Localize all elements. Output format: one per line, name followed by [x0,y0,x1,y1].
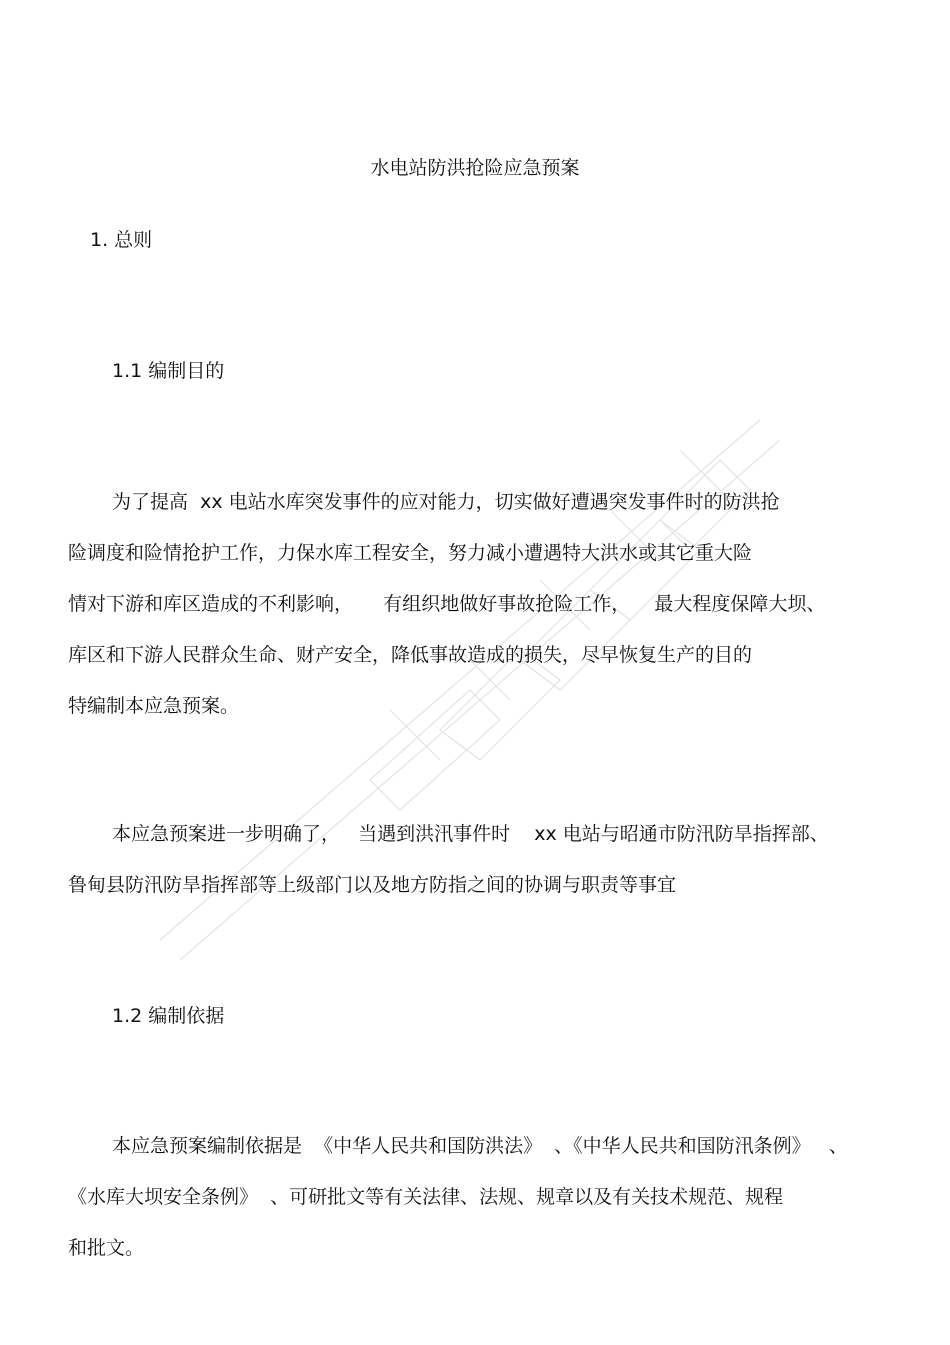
paragraph-line: 和批文。 [68,1237,145,1259]
section-heading-general: 1. 总则 [90,229,153,251]
paragraph-basis [68,1132,848,1262]
document-title: 水电站防洪抢险应急预案 [370,157,580,179]
section-heading-purpose: 1.1 编制目的 [112,360,225,382]
paragraph-line: 险调度和险情抢护工作，力保水库工程安全，努力减小遭遇特大洪水或其它重大险 [68,542,753,564]
paragraph-line: 鲁甸县防汛防旱指挥部等上级部门以及地方防指之间的协调与职责等事宜 [68,874,677,896]
paragraph-purpose [68,488,825,720]
section-heading-basis: 1.2 编制依据 [112,1005,225,1027]
paragraph-line: 《水库大坝安全条例》 、可研批文等有关法律、法规、规章以及有关技术规范、规程 [68,1186,784,1208]
paragraph-line: 特编制本应急预案。 [68,695,240,717]
paragraph-scope [68,820,829,899]
paragraph-line: 情对下游和库区造成的不利影响， 有组织地做好事故抢险工作， 最大程度保障大坝、 [68,593,826,615]
paragraph-line: 本应急预案编制依据是 《中华人民共和国防洪法》 、《中华人民共和国防汛条例》 、 [112,1135,848,1157]
paragraph-line: 为了提高 xx 电站水库突发事件的应对能力，切实做好遭遇突发事件时的防洪抢 [112,491,780,513]
paragraph-line: 库区和下游人民群众生命、财产安全，降低事故造成的损失，尽早恢复生产的目的 [68,644,753,666]
paragraph-line: 本应急预案进一步明确了， 当遇到洪汛事件时 xx 电站与昭通市防汛防旱指挥部、 [112,823,829,845]
